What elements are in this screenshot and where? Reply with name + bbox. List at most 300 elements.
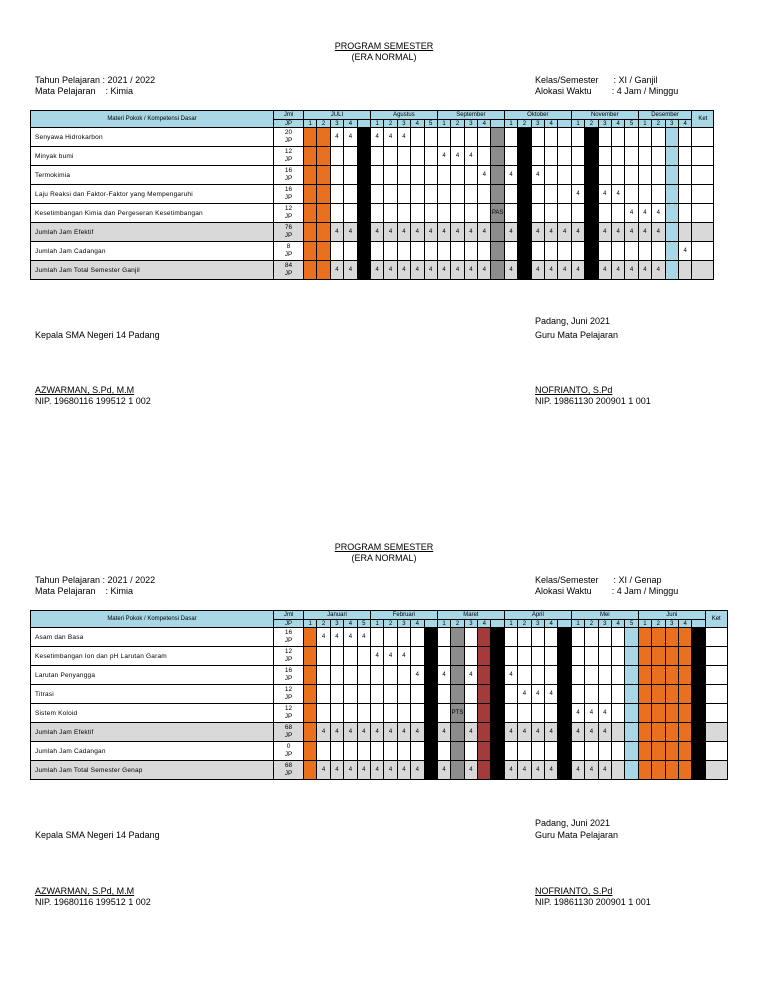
- table-row: [31, 223, 714, 242]
- week-gap: [491, 120, 504, 128]
- week-cell: [411, 685, 424, 704]
- week-cell: [491, 204, 504, 223]
- week-cell: [317, 261, 330, 280]
- week-cell: [558, 147, 571, 166]
- week-cell: [678, 128, 691, 147]
- week-cell: [437, 685, 450, 704]
- mata-pelajaran: Mata Pelajaran : Kimia: [35, 86, 134, 96]
- week-cell: [518, 147, 531, 166]
- week-cell: 4: [344, 261, 357, 280]
- week-cell: [451, 185, 464, 204]
- week-cell: [451, 204, 464, 223]
- week-cell: [531, 704, 544, 723]
- jml-value: 68: [284, 724, 293, 731]
- jml-unit: JP: [284, 732, 293, 739]
- week-cell: 4: [585, 704, 598, 723]
- week-number: 5: [424, 120, 437, 128]
- month-header: Maret: [437, 611, 504, 620]
- jml-value: 12: [284, 705, 293, 712]
- week-cell: 4: [384, 223, 397, 242]
- table-row: [31, 128, 714, 147]
- week-cell: [384, 242, 397, 261]
- week-cell: [451, 666, 464, 685]
- week-cell: 4: [370, 723, 383, 742]
- week-cell: [571, 204, 584, 223]
- week-cell: [692, 761, 705, 780]
- week-cell: [411, 647, 424, 666]
- week-cell: [665, 166, 678, 185]
- week-cell: [437, 128, 450, 147]
- week-cell: [411, 704, 424, 723]
- week-cell: [370, 204, 383, 223]
- week-cell: [558, 185, 571, 204]
- week-cell: [411, 128, 424, 147]
- week-cell: 4: [571, 261, 584, 280]
- week-cell: [397, 147, 410, 166]
- week-cell: [571, 685, 584, 704]
- week-cell: [611, 166, 624, 185]
- jml-unit: JP: [284, 156, 293, 163]
- week-cell: [558, 685, 571, 704]
- week-cell: [330, 704, 343, 723]
- week-cell: [411, 166, 424, 185]
- week-cell: 4: [397, 223, 410, 242]
- week-cell: [304, 185, 317, 204]
- week-cell: [678, 261, 691, 280]
- week-cell: [424, 723, 437, 742]
- week-cell: 4: [344, 223, 357, 242]
- jml-cell: [274, 761, 304, 780]
- week-cell: [638, 647, 651, 666]
- week-cell: [370, 166, 383, 185]
- header-jml: Jml: [274, 611, 304, 620]
- week-cell: [451, 647, 464, 666]
- week-number: 3: [464, 120, 477, 128]
- week-cell: 4: [384, 647, 397, 666]
- week-cell: 4: [545, 223, 558, 242]
- jml-cell: [274, 685, 304, 704]
- week-cell: [357, 166, 370, 185]
- week-cell: [678, 628, 691, 647]
- week-cell: [638, 242, 651, 261]
- jml-unit: JP: [284, 713, 293, 720]
- week-cell: [625, 166, 638, 185]
- week-number: 3: [464, 620, 477, 628]
- week-cell: [625, 666, 638, 685]
- week-cell: [344, 185, 357, 204]
- week-cell: 4: [598, 185, 611, 204]
- jml-value: 76: [284, 224, 293, 231]
- week-cell: 4: [504, 166, 517, 185]
- week-cell: [585, 204, 598, 223]
- week-number: 4: [411, 620, 424, 628]
- table-row: [31, 704, 728, 723]
- week-number: 1: [638, 120, 651, 128]
- guru-name: NOFRIANTO, S.Pd: [535, 385, 613, 395]
- week-cell: [478, 723, 491, 742]
- week-cell: 4: [598, 704, 611, 723]
- week-cell: [424, 185, 437, 204]
- week-cell: [518, 166, 531, 185]
- week-cell: [585, 128, 598, 147]
- week-cell: 4: [585, 723, 598, 742]
- jml-value: 84: [284, 262, 293, 269]
- table-row: [31, 666, 728, 685]
- week-cell: [464, 742, 477, 761]
- week-cell: [491, 628, 504, 647]
- week-gap: [558, 120, 571, 128]
- week-cell: [304, 723, 317, 742]
- week-cell: [558, 647, 571, 666]
- week-cell: [357, 666, 370, 685]
- week-cell: [518, 261, 531, 280]
- jml-unit: JP: [284, 213, 293, 220]
- week-cell: [491, 261, 504, 280]
- week-cell: [504, 685, 517, 704]
- week-cell: 4: [437, 723, 450, 742]
- week-cell: [344, 147, 357, 166]
- ket-cell: [692, 166, 714, 185]
- week-cell: [692, 685, 705, 704]
- week-cell: [571, 742, 584, 761]
- week-number: 1: [304, 120, 317, 128]
- week-gap: [558, 620, 571, 628]
- week-cell: [464, 704, 477, 723]
- week-cell: [317, 242, 330, 261]
- week-cell: [491, 704, 504, 723]
- week-cell: [317, 185, 330, 204]
- jml-unit: JP: [284, 770, 293, 777]
- week-cell: [638, 761, 651, 780]
- jml-value: 68: [284, 762, 293, 769]
- week-cell: [491, 761, 504, 780]
- week-cell: [317, 704, 330, 723]
- week-cell: [478, 666, 491, 685]
- week-cell: [370, 742, 383, 761]
- week-cell: [531, 742, 544, 761]
- week-cell: [424, 147, 437, 166]
- ket-cell: [705, 685, 727, 704]
- week-cell: [437, 628, 450, 647]
- jml-cell: [274, 261, 304, 280]
- week-cell: [464, 242, 477, 261]
- jml-unit: JP: [284, 270, 293, 277]
- week-cell: 4: [625, 261, 638, 280]
- materi-cell: Termokimia: [31, 166, 274, 185]
- week-cell: [545, 166, 558, 185]
- week-cell: 4: [598, 261, 611, 280]
- week-cell: [678, 704, 691, 723]
- week-cell: [344, 704, 357, 723]
- week-cell: [411, 242, 424, 261]
- week-cell: [611, 628, 624, 647]
- ket-cell: [705, 761, 727, 780]
- week-cell: [652, 723, 665, 742]
- week-cell: [384, 185, 397, 204]
- week-cell: [437, 204, 450, 223]
- month-header: Desember: [638, 111, 692, 120]
- week-cell: [451, 723, 464, 742]
- week-cell: [531, 628, 544, 647]
- week-cell: 4: [344, 761, 357, 780]
- week-cell: 4: [545, 261, 558, 280]
- week-cell: [330, 147, 343, 166]
- ket-cell: [692, 204, 714, 223]
- week-cell: [625, 647, 638, 666]
- month-header: Februari: [370, 611, 437, 620]
- materi-cell: Kesetimbangan Ion dan pH Larutan Garam: [31, 647, 274, 666]
- week-cell: 4: [571, 704, 584, 723]
- week-cell: [571, 666, 584, 685]
- jml-value: 12: [284, 205, 293, 212]
- month-header: Mei: [571, 611, 638, 620]
- week-cell: [478, 742, 491, 761]
- week-cell: [665, 147, 678, 166]
- ket-cell: [692, 242, 714, 261]
- week-cell: [625, 704, 638, 723]
- week-cell: 4: [558, 261, 571, 280]
- week-cell: [317, 742, 330, 761]
- week-cell: [491, 185, 504, 204]
- jml-cell: [274, 723, 304, 742]
- week-cell: [504, 204, 517, 223]
- week-cell: [598, 147, 611, 166]
- week-cell: [304, 761, 317, 780]
- week-number: 2: [652, 620, 665, 628]
- alokasi-waktu: Alokasi Waktu : 4 Jam / Minggu: [535, 586, 679, 596]
- month-header: April: [504, 611, 571, 620]
- week-cell: 4: [330, 761, 343, 780]
- week-number: 2: [317, 120, 330, 128]
- week-number: 1: [370, 120, 383, 128]
- week-cell: [317, 647, 330, 666]
- header-row-months: [31, 111, 714, 120]
- week-number: 2: [585, 120, 598, 128]
- week-cell: 4: [330, 723, 343, 742]
- jml-cell: [274, 742, 304, 761]
- week-cell: [665, 204, 678, 223]
- week-number: 3: [330, 620, 343, 628]
- week-number: 3: [598, 120, 611, 128]
- week-cell: [625, 628, 638, 647]
- week-cell: [357, 685, 370, 704]
- week-cell: [491, 723, 504, 742]
- ket-cell: [692, 185, 714, 204]
- week-cell: [478, 185, 491, 204]
- week-cell: [625, 128, 638, 147]
- tahun-pelajaran: Tahun Pelajaran : 2021 / 2022: [35, 75, 156, 85]
- week-cell: 4: [585, 761, 598, 780]
- week-cell: [317, 147, 330, 166]
- materi-cell: Titrasi: [31, 685, 274, 704]
- week-cell: [344, 166, 357, 185]
- table-row: [31, 647, 728, 666]
- week-cell: [571, 242, 584, 261]
- week-cell: [397, 166, 410, 185]
- week-cell: [330, 685, 343, 704]
- week-cell: [478, 147, 491, 166]
- week-cell: 4: [571, 761, 584, 780]
- week-cell: [491, 666, 504, 685]
- guru-nip: NIP. 19861130 200901 1 001: [535, 396, 651, 406]
- week-cell: [504, 185, 517, 204]
- week-cell: 4: [397, 647, 410, 666]
- table-row: [31, 147, 714, 166]
- week-cell: 4: [598, 761, 611, 780]
- week-cell: [531, 242, 544, 261]
- week-cell: 4: [397, 128, 410, 147]
- week-cell: [304, 204, 317, 223]
- week-cell: 4: [411, 761, 424, 780]
- week-cell: 4: [397, 761, 410, 780]
- week-cell: 4: [411, 261, 424, 280]
- week-cell: [558, 742, 571, 761]
- week-cell: 4: [652, 204, 665, 223]
- week-number: 5: [357, 620, 370, 628]
- table-row: [31, 742, 728, 761]
- week-cell: [397, 742, 410, 761]
- week-cell: [330, 666, 343, 685]
- week-cell: [357, 647, 370, 666]
- week-cell: [518, 242, 531, 261]
- header-jml: Jml: [274, 111, 304, 120]
- month-header: Januari: [304, 611, 371, 620]
- week-cell: [397, 185, 410, 204]
- week-cell: 4: [598, 723, 611, 742]
- week-cell: 4: [411, 223, 424, 242]
- week-cell: [571, 628, 584, 647]
- week-cell: 4: [411, 666, 424, 685]
- week-cell: 4: [638, 261, 651, 280]
- week-cell: [424, 666, 437, 685]
- week-cell: [652, 742, 665, 761]
- week-number: 4: [344, 620, 357, 628]
- week-cell: [370, 628, 383, 647]
- jml-unit: JP: [284, 175, 293, 182]
- week-cell: 4: [451, 147, 464, 166]
- week-cell: 4: [625, 204, 638, 223]
- week-cell: [652, 128, 665, 147]
- week-cell: 4: [464, 666, 477, 685]
- week-cell: [330, 742, 343, 761]
- week-cell: [585, 647, 598, 666]
- week-cell: [451, 242, 464, 261]
- week-cell: [317, 223, 330, 242]
- week-cell: 4: [611, 185, 624, 204]
- week-cell: [652, 704, 665, 723]
- week-cell: [357, 204, 370, 223]
- jml-unit: JP: [284, 194, 293, 201]
- week-cell: [611, 147, 624, 166]
- week-cell: [384, 204, 397, 223]
- week-cell: [598, 242, 611, 261]
- week-cell: 4: [411, 723, 424, 742]
- week-number: 3: [598, 620, 611, 628]
- week-cell: 4: [330, 261, 343, 280]
- week-cell: 4: [424, 261, 437, 280]
- week-cell: [638, 628, 651, 647]
- week-cell: 4: [531, 761, 544, 780]
- week-cell: 4: [317, 628, 330, 647]
- week-number: 2: [518, 120, 531, 128]
- week-cell: [451, 685, 464, 704]
- week-cell: [585, 223, 598, 242]
- place-date: Padang, Juni 2021: [535, 316, 611, 326]
- week-cell: 4: [317, 723, 330, 742]
- materi-cell: Laju Reaksi dan Faktor-Faktor yang Mempengaruhi: [31, 185, 274, 204]
- table-row: [31, 761, 728, 780]
- week-gap: [424, 620, 437, 628]
- week-cell: [478, 761, 491, 780]
- table-row: [31, 723, 728, 742]
- week-cell: [598, 166, 611, 185]
- month-header: JULI: [304, 111, 371, 120]
- week-cell: [598, 128, 611, 147]
- week-cell: 4: [464, 761, 477, 780]
- week-number: 4: [678, 120, 691, 128]
- week-cell: [652, 147, 665, 166]
- kelas-semester: Kelas/Semester : XI / Ganjil: [535, 75, 658, 85]
- week-cell: 4: [384, 128, 397, 147]
- ket-cell: [705, 742, 727, 761]
- jml-unit: JP: [284, 637, 293, 644]
- week-cell: [491, 242, 504, 261]
- week-cell: [652, 185, 665, 204]
- week-cell: [317, 204, 330, 223]
- week-cell: [437, 647, 450, 666]
- week-cell: [384, 166, 397, 185]
- header-jp: JP: [274, 620, 304, 628]
- table-row: [31, 204, 714, 223]
- week-cell: [491, 147, 504, 166]
- week-cell: 4: [464, 723, 477, 742]
- jml-unit: JP: [284, 694, 293, 701]
- week-cell: [692, 723, 705, 742]
- week-cell: 4: [638, 204, 651, 223]
- week-cell: [304, 242, 317, 261]
- week-cell: [437, 704, 450, 723]
- week-cell: [571, 128, 584, 147]
- week-cell: [384, 147, 397, 166]
- week-number: 3: [397, 120, 410, 128]
- week-cell: [370, 147, 383, 166]
- ket-cell: [705, 666, 727, 685]
- jml-value: 16: [284, 629, 293, 636]
- week-cell: [665, 261, 678, 280]
- kepala-label: Kepala SMA Negeri 14 Padang: [35, 830, 160, 840]
- week-gap: [692, 620, 705, 628]
- week-cell: [638, 742, 651, 761]
- week-number: 4: [478, 620, 491, 628]
- week-cell: [678, 742, 691, 761]
- week-cell: [424, 166, 437, 185]
- week-cell: [397, 666, 410, 685]
- week-cell: [585, 242, 598, 261]
- week-cell: [478, 628, 491, 647]
- week-cell: 4: [357, 723, 370, 742]
- kepala-nip: NIP. 19680116 199512 1 002: [35, 897, 151, 907]
- week-cell: [304, 128, 317, 147]
- jml-unit: JP: [284, 137, 293, 144]
- materi-cell: Sistem Koloid: [31, 704, 274, 723]
- week-cell: 4: [437, 223, 450, 242]
- week-cell: [357, 223, 370, 242]
- week-cell: 4: [504, 261, 517, 280]
- month-header: Juni: [638, 611, 705, 620]
- week-cell: [625, 685, 638, 704]
- week-cell: [451, 128, 464, 147]
- week-cell: [531, 204, 544, 223]
